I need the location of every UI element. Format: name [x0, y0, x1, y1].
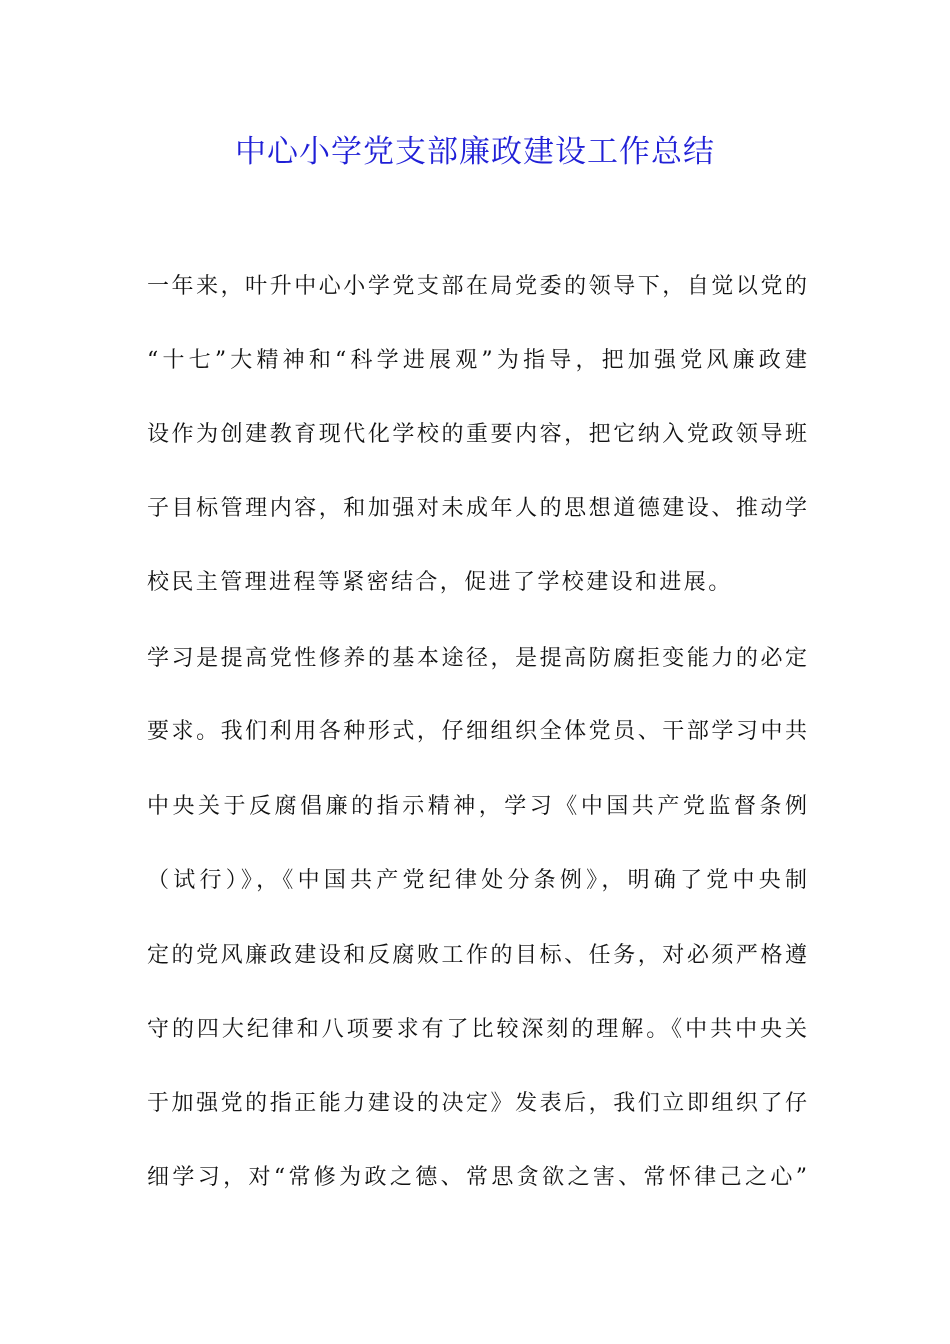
paragraph-line: 要求。我们利用各种形式，仔细组织全体党员、干部学习中共 [147, 719, 807, 744]
document-title: 中心小学党支部廉政建设工作总结 [235, 134, 715, 170]
paragraph-line: 子目标管理内容，和加强对未成年人的思想道德建设、推动学 [147, 496, 807, 521]
paragraph-line: 细学习，对“常修为政之德、常思贪欲之害、常怀律己之心” [147, 1165, 807, 1190]
paragraph-line: “十七”大精神和“科学进展观”为指导，把加强党风廉政建 [147, 348, 807, 373]
paragraph-line: 于加强党的指正能力建设的决定》发表后，我们立即组织了仔 [147, 1091, 807, 1116]
paragraph-line: 设作为创建教育现代化学校的重要内容，把它纳入党政领导班 [147, 422, 807, 447]
paragraph-line: 一年来，叶升中心小学党支部在局党委的领导下，自觉以党的 [147, 274, 807, 299]
paragraph-line: 定的党风廉政建设和反腐败工作的目标、任务，对必须严格遵 [147, 943, 807, 968]
paragraph-line: 学习是提高党性修养的基本途径，是提高防腐拒变能力的必定 [147, 646, 807, 671]
paragraph-line: 守的四大纪律和八项要求有了比较深刻的理解。《中共中央关 [147, 1017, 807, 1042]
paragraph-line: 校民主管理进程等紧密结合，促进了学校建设和进展。 [147, 570, 733, 595]
paragraph-line: （试行）》，《中国共产党纪律处分条例》，明确了党中央制 [147, 868, 807, 893]
paragraph-line: 中央关于反腐倡廉的指示精神，学习《中国共产党监督条例 [147, 794, 807, 819]
